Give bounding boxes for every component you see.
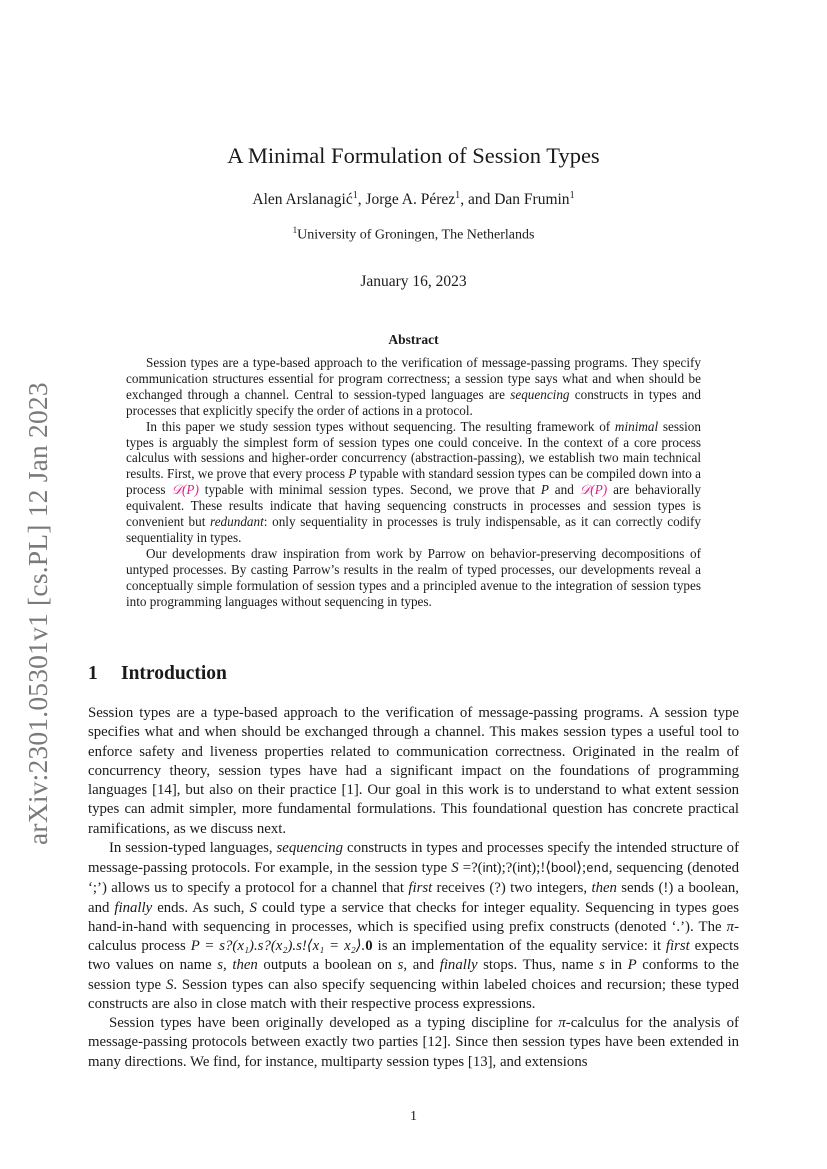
author-name: Jorge A. Pérez	[365, 191, 456, 209]
abstract-paragraph: Session types are a type-based approach to the verification of message-passing programs. They specify communication structures essential for program correctness; a session type says what and when should be exchanged through a channel. Central to session-typed languages are sequencing constructs in types and processes that explicitly specify the order of actions in a protocol.	[126, 355, 701, 418]
section-title: Introduction	[121, 663, 227, 684]
affiliation-mark: 1	[455, 190, 461, 201]
affiliation-mark: 1	[292, 225, 298, 235]
abstract-paragraph: In this paper we study session types without sequencing. The resulting framework of minimal session types is arguably the simplest form of session types one could conceive. In the context of a core process calculus with sessions and higher-order concurrency (abstraction-passing), we establish two main technical results. First, we prove that every process P typable with standard session types can be compiled down into a process 𝒟(P) typable with minimal session types. Second, we prove that P and 𝒟(P) are behaviorally equivalent. These results indicate that having sequencing constructs in processes and session types is convenient but redundant: only sequentiality in processes is truly indispensable, as it can correctly codify sequentiality in types.	[126, 418, 702, 545]
paper-date: January 16, 2023	[360, 273, 467, 290]
affiliation	[0, 225, 827, 244]
affiliation-text: University of Groningen, The Netherlands	[297, 227, 535, 243]
paper-title: A Minimal Formulation of Session Types	[227, 143, 600, 168]
process-expression: P = s?(x₁).s?(x₂).s!⟨x₁ = x₂⟩.	[190, 938, 366, 954]
section-heading	[88, 663, 227, 685]
body-paragraph: Session types are a type-based approach to the verification of message-passing programs. A session type specifies what and when should be exchanged through a channel. This makes session types a useful tool to enforce safety and liveness properties related to communication correctness. Originated in the realm of concurrency theory, session types have had a significant impact on the foundations of programming languages [14], but also on their practice [1]. Our goal in this work is to understand to what extent session types can admit simpler, more fundamental formulations. This foundational question has concrete practical ramifications, as we discuss next.	[88, 705, 739, 837]
page-number: 1	[410, 1109, 417, 1124]
affiliation-mark: 1	[352, 190, 358, 201]
author-name: Dan Frumin	[494, 191, 570, 209]
body-paragraph: Session types have been originally developed as a typing discipline for π-calculus for the analysis of message-passing protocols between exactly two parties [12]. Since then session types have been extended in many directions. We find, for instance, multiparty session types [13], and extensions	[88, 1015, 739, 1070]
abstract	[126, 355, 701, 610]
arxiv-identifier: arXiv:2301.05301v1 [cs.PL] 12 Jan 2023	[22, 382, 53, 845]
compiled-process-math: 𝒟(P)	[579, 482, 608, 498]
body-paragraph: In session-typed languages, sequencing constructs in types and processes specify the intended structure of message-passing protocols. For example, in the session type S =?(int);?(int);!⟨bool⟩;end, sequencing (denoted ‘;’) allows us to specify a protocol for a channel that first receives (?) two integers, then sends (!) a boolean, and finally ends. As such, S could type a service that checks for integer equality. Sequencing in types goes hand-in-hand with sequencing in processes, which is specified using prefix constructs (denoted ‘.’). The π-calculus process P = s?(x₁).s?(x₂).s!⟨x₁ = x₂⟩.0 is an implementation of the equality service: it first expects two values on name s, then outputs a boolean on s, and finally stops. Thus, name s in P conforms to the session type S. Session types can also specify sequencing within labeled choices and recursion; these typed constructs are also in close match with their respective process expressions.	[88, 839, 739, 1012]
section-number: 1	[88, 663, 98, 684]
author-name: Alen Arslanagić	[252, 191, 353, 209]
affiliation-mark: 1	[569, 190, 575, 201]
abstract-heading: Abstract	[388, 332, 439, 347]
abstract-paragraph: Our developments draw inspiration from work by Parrow on behavior-preserving decompositions of untyped processes. By casting Parrow’s results in the realm of typed processes, our developments reveal a conceptually simple formulation of session types and a principled avenue to the integration of session types into programming languages without sequencing in types.	[126, 545, 701, 609]
author-list: Alen Arslanagić$^1$, Jorge A. Pérez$^1$, and Dan Frumin$^1$	[252, 190, 575, 209]
body-text	[88, 704, 739, 1072]
compiled-process-math: 𝒟(P)	[171, 482, 199, 498]
